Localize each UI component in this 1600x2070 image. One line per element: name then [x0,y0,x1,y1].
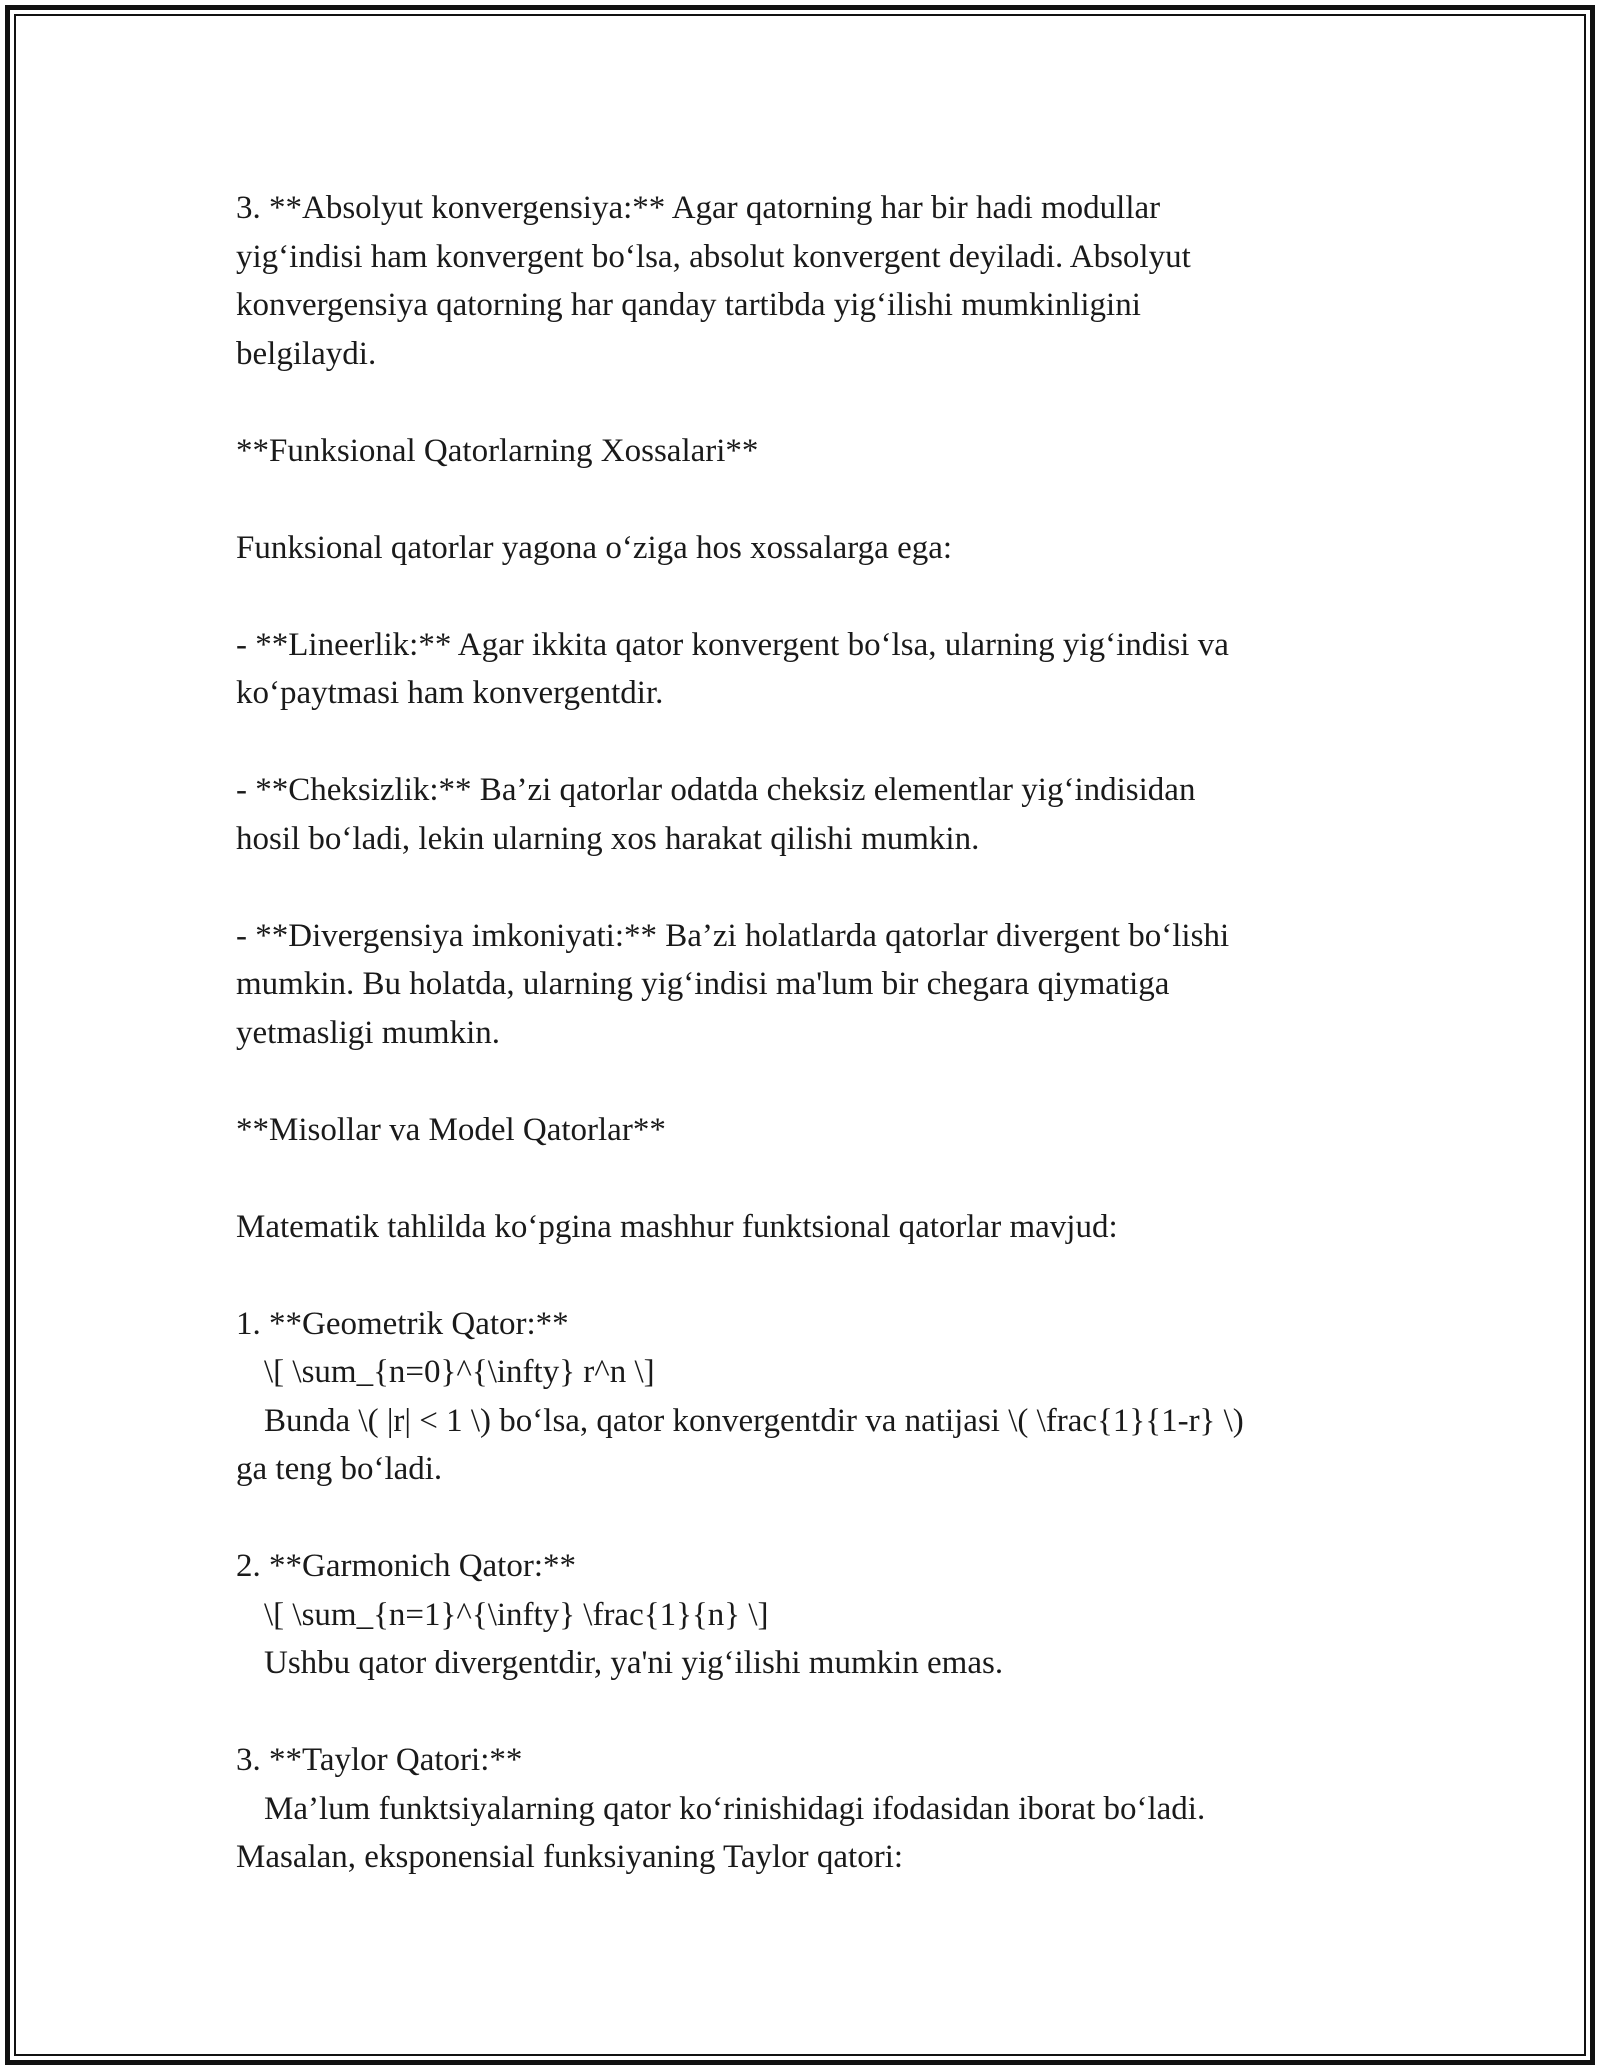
text-line: yetmasligi mumkin. [236,1014,500,1051]
text-line: Bunda \( |r| < 1 \) bo‘lsa, qator konvergentdir va natijasi \( \frac{1}{1-r} \) [264,1402,1244,1439]
text-line: 2. **Garmonich Qator:** [236,1548,577,1584]
text-line: 3. **Taylor Qatori:** [236,1742,523,1778]
paragraph [236,621,1366,718]
text-line: \[ \sum_{n=0}^{\infty} r^n \] [264,1354,655,1390]
text-line: - **Cheksizlik:** Ba’zi qatorlar odatda cheksiz elementlar yig‘indisidan [236,772,1196,808]
paragraph [236,1203,1366,1252]
text-line: konvergensiya qatorning har qanday tartibda yig‘ilishi mumkinligini [236,287,1141,323]
text-line: **Misollar va Model Qatorlar** [236,1111,666,1148]
text-line: **Funksional Qatorlarning Xossalari** [236,432,759,469]
text-line: Funksional qatorlar yagona o‘ziga hos xossalarga ega: [236,529,953,566]
text-line: yig‘indisi ham konvergent bo‘lsa, absolut konvergent deyiladi. Absolyut [236,238,1191,275]
paragraph [236,427,1366,476]
text-line: \[ \sum_{n=1}^{\infty} \frac{1}{n} \] [264,1596,769,1633]
paragraph [236,184,1366,378]
text-line: Masalan, eksponensial funksiyaning Taylor qatori: [236,1839,904,1875]
paragraph [236,1106,1366,1155]
text-line: Ma’lum funktsiyalarning qator ko‘rinishidagi ifodasidan iborat bo‘ladi. [264,1790,1206,1827]
text-line: - **Divergensiya imkoniyati:** Ba’zi holatlarda qatorlar divergent bo‘lishi [236,917,1230,954]
text-line: hosil bo‘ladi, lekin ularning xos harakat qilishi mumkin. [236,820,980,857]
paragraph [236,1736,1366,1882]
text-line: Ushbu qator divergentdir, ya'ni yig‘ilishi mumkin emas. [264,1645,1004,1681]
text-line: 1. **Geometrik Qator:** [236,1305,569,1342]
text-line: ko‘paytmasi ham konvergentdir. [236,675,664,711]
text-line: mumkin. Bu holatda, ularning yig‘indisi ma'lum bir chegara qiymatiga [236,966,1170,1002]
text-line: 3. **Absolyut konvergensiya:** Agar qatorning har bir hadi modullar [236,190,1161,226]
document-body [236,184,1366,1930]
text-line: ga teng bo‘ladi. [236,1451,443,1487]
paragraph [236,912,1366,1058]
paragraph [236,1300,1366,1494]
paragraph [236,524,1366,573]
text-line: - **Lineerlik:** Agar ikkita qator konvergent bo‘lsa, ularning yig‘indisi va [236,626,1229,663]
text-line: belgilaydi. [236,335,377,372]
text-line: Matematik tahlilda ko‘pgina mashhur funktsional qatorlar mavjud: [236,1208,1118,1245]
paragraph [236,766,1366,863]
paragraph [236,1542,1366,1688]
